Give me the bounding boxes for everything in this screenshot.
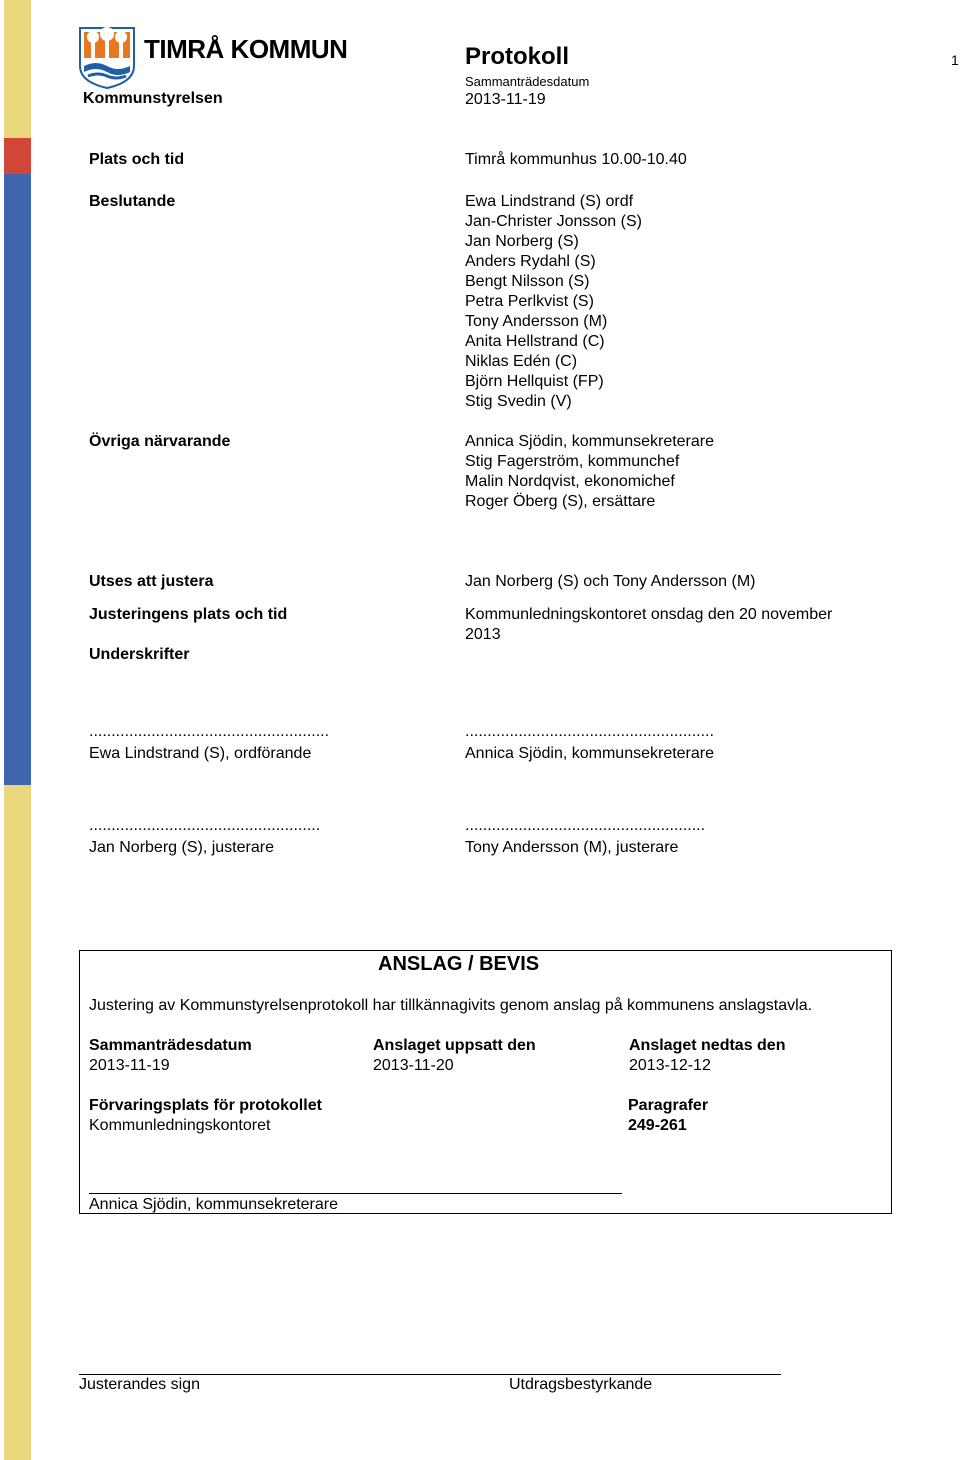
- signature-name: Tony Andersson (M), justerare: [465, 839, 679, 856]
- meeting-date: 2013-11-19: [465, 91, 546, 108]
- signature-secretary: [465, 722, 714, 764]
- others-label: Övriga närvarande: [89, 433, 231, 450]
- anslag-meeting-date: [89, 1036, 252, 1076]
- other-attendee: Stig Fagerström, kommunchef: [465, 453, 680, 470]
- deciding-member: Ewa Lindstrand (S) ordf: [465, 193, 634, 210]
- deciding-list: [465, 192, 642, 412]
- signature-adjuster-2: [465, 816, 705, 858]
- anslag-paragraphs-label: Paragrafer: [628, 1097, 709, 1114]
- other-attendee: Roger Öberg (S), ersättare: [465, 493, 656, 510]
- anslag-removed-label: Anslaget nedtas den: [629, 1037, 786, 1054]
- side-stripe-yellow-top: [4, 0, 31, 138]
- adjust-place-label: Justeringens plats och tid: [89, 606, 288, 623]
- anslag-removed-value: 2013-12-12: [629, 1057, 711, 1074]
- page-number: 1: [951, 52, 959, 68]
- signature-name: Ewa Lindstrand (S), ordförande: [89, 745, 312, 762]
- side-stripe-red: [4, 138, 31, 174]
- signature-dots: ........................................................: [465, 723, 714, 740]
- anslag-meeting-date-value: 2013-11-19: [89, 1057, 170, 1074]
- deciding-member: Stig Svedin (V): [465, 393, 572, 410]
- others-list: [465, 432, 714, 512]
- meeting-date-label: Sammanträdesdatum: [465, 74, 590, 89]
- anslag-meeting-date-label: Sammanträdesdatum: [89, 1037, 252, 1054]
- other-attendee: Annica Sjödin, kommunsekreterare: [465, 433, 715, 450]
- deciding-member: Jan Norberg (S): [465, 233, 579, 250]
- other-attendee: Malin Nordqvist, ekonomichef: [465, 473, 675, 490]
- org-name: Kommunstyrelsen: [83, 90, 223, 107]
- adjust-label: Utses att justera: [89, 573, 214, 590]
- signature-dots: ......................................................: [89, 723, 330, 740]
- anslag-posted: [373, 1036, 536, 1076]
- anslag-signature-line: [89, 1193, 622, 1194]
- deciding-member: Bengt Nilsson (S): [465, 273, 590, 290]
- side-stripe-blue: [4, 174, 31, 785]
- anslag-posted-label: Anslaget uppsatt den: [373, 1037, 536, 1054]
- anslag-paragraphs-value: 249-261: [628, 1117, 687, 1134]
- deciding-member: Jan-Christer Jonsson (S): [465, 213, 642, 230]
- anslag-posted-value: 2013-11-20: [373, 1057, 454, 1074]
- anslag-signer: Annica Sjödin, kommunsekreterare: [89, 1196, 339, 1213]
- place-value: Timrå kommunhus 10.00-10.40: [465, 151, 687, 168]
- anslag-text: Justering av Kommunstyrelsenprotokoll har tillkännagivits genom anslag på kommunens anslagstavla.: [89, 997, 813, 1014]
- side-stripe-yellow-bottom: [4, 785, 31, 1460]
- signature-name: Annica Sjödin, kommunsekreterare: [465, 745, 715, 762]
- deciding-member: Anders Rydahl (S): [465, 253, 596, 270]
- adjust-place-value: [465, 605, 832, 645]
- place-label: Plats och tid: [89, 151, 185, 168]
- anslag-bevis-box: [79, 950, 892, 1214]
- footer-adjusters-sign: Justerandes sign: [79, 1376, 200, 1393]
- logo-wordmark: TIMRÅ KOMMUN: [144, 34, 348, 64]
- anslag-storage-label: Förvaringsplats för protokollet: [89, 1097, 322, 1114]
- timra-kommun-logo: [78, 26, 348, 90]
- footer-extract-certification: Utdragsbestyrkande: [509, 1376, 653, 1393]
- signature-dots: ......................................................: [465, 817, 706, 834]
- deciding-member: Niklas Edén (C): [465, 353, 578, 370]
- anslag-title: ANSLAG / BEVIS: [378, 953, 540, 975]
- document-type: Protokoll: [465, 43, 570, 70]
- deciding-member: Petra Perlkvist (S): [465, 293, 594, 310]
- signature-adjuster-1: [89, 816, 320, 858]
- deciding-member: Björn Hellquist (FP): [465, 373, 604, 390]
- anslag-paragraphs: [628, 1096, 708, 1136]
- deciding-member: Anita Hellstrand (C): [465, 333, 605, 350]
- signature-chair: [89, 722, 329, 764]
- adjust-place-line: Kommunledningskontoret onsdag den 20 november: [465, 606, 833, 623]
- anslag-storage: [89, 1096, 322, 1136]
- adjust-value: Jan Norberg (S) och Tony Andersson (M): [465, 573, 756, 590]
- signature-dots: ....................................................: [89, 817, 321, 834]
- adjust-place-line: 2013: [465, 626, 501, 643]
- deciding-label: Beslutande: [89, 193, 176, 210]
- anslag-storage-value: Kommunledningskontoret: [89, 1117, 271, 1134]
- signature-name: Jan Norberg (S), justerare: [89, 839, 274, 856]
- footer-rule: [79, 1374, 781, 1375]
- anslag-removed: [629, 1036, 785, 1076]
- deciding-member: Tony Andersson (M): [465, 313, 608, 330]
- signatures-label: Underskrifter: [89, 646, 190, 663]
